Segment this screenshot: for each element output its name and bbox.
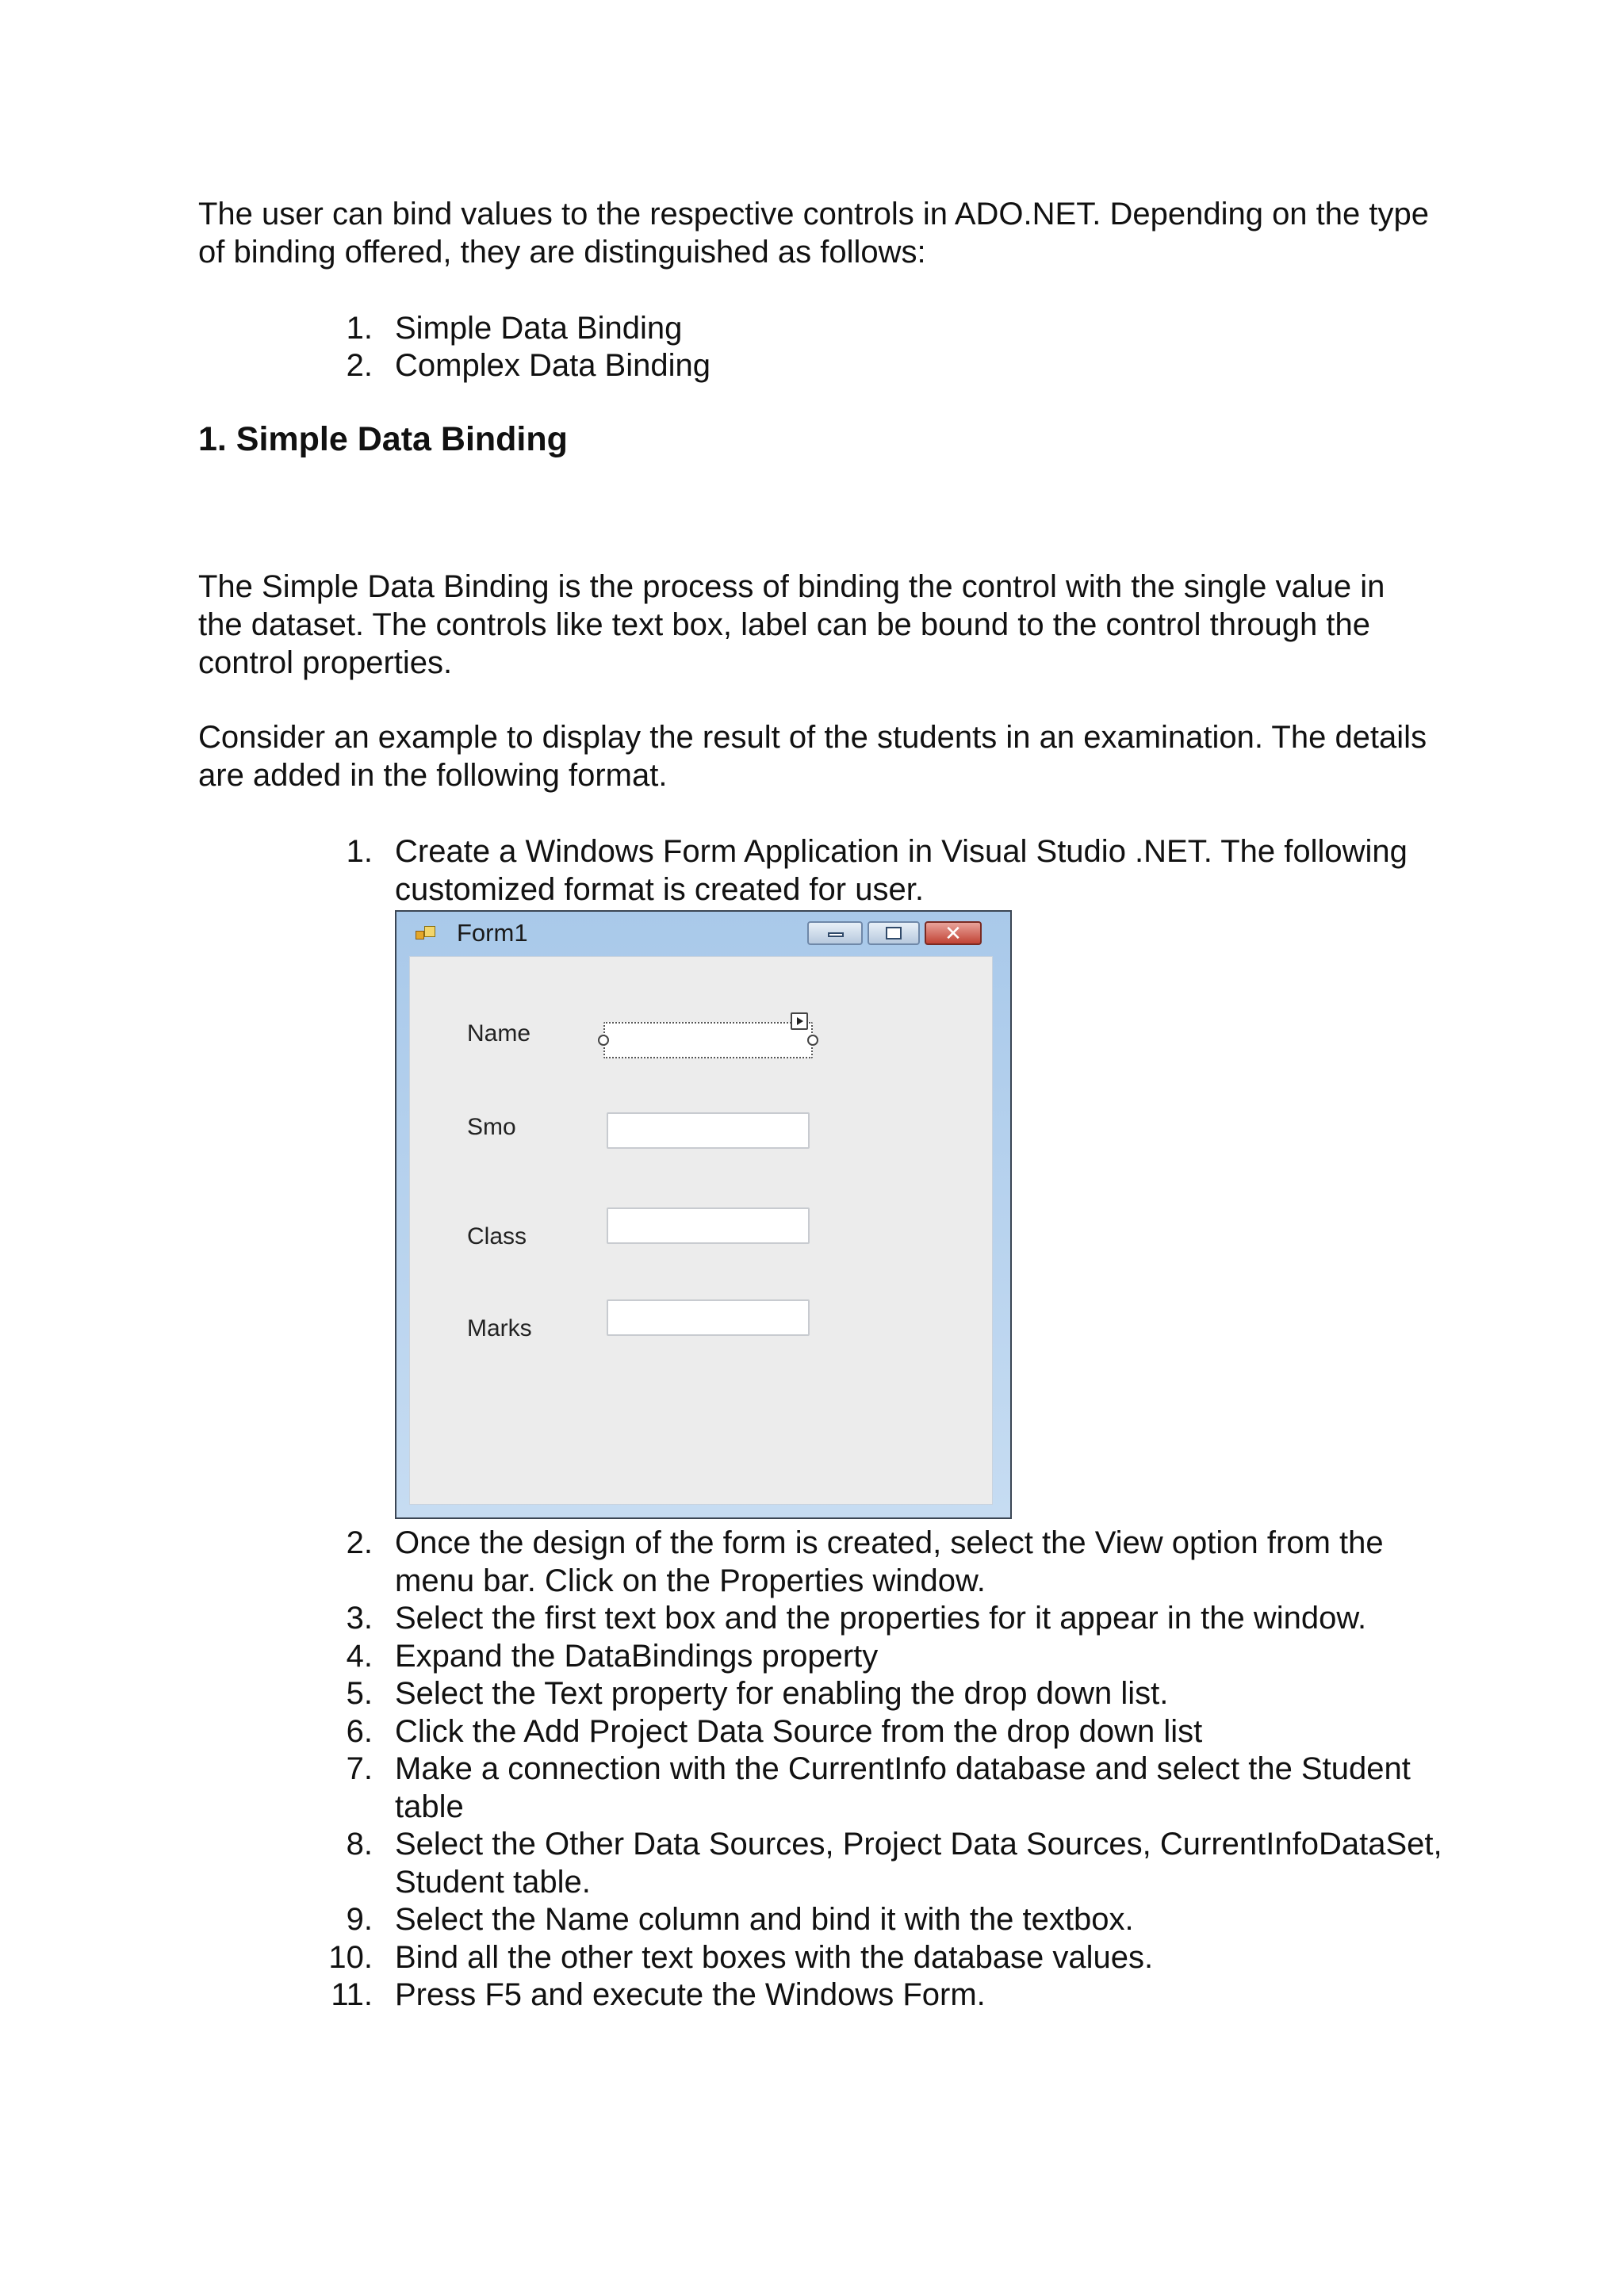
list-text: Create a Windows Form Application in Visual Studio .NET. The following customized format is created for user. (395, 834, 1408, 907)
list-number: 1. (346, 834, 373, 869)
list-text: Expand the DataBindings property (395, 1639, 879, 1674)
list-text: Select the Other Data Sources, Project Data Sources, CurrentInfoDataSet, Student table. (395, 1827, 1442, 1900)
resize-handle-right[interactable] (807, 1035, 818, 1046)
list-text: Simple Data Binding (395, 311, 683, 346)
window-title: Form1 (457, 919, 528, 947)
smart-tag-icon[interactable] (791, 1012, 808, 1030)
form-app-icon (416, 926, 436, 942)
list-text: Complex Data Binding (395, 348, 710, 383)
list-number: 7. (346, 1751, 373, 1786)
maximize-icon (886, 927, 902, 939)
list-text: Press F5 and execute the Windows Form. (395, 1977, 986, 2012)
class-label: Class (467, 1223, 527, 1249)
list-text: Select the Name column and bind it with the textbox. (395, 1902, 1134, 1937)
list-number: 2. (346, 348, 373, 383)
list-number: 6. (346, 1714, 373, 1749)
close-button[interactable] (925, 921, 982, 945)
minimize-icon (828, 932, 844, 937)
list-text: Select the Text property for enabling the drop down list. (395, 1676, 1169, 1711)
title-bar (396, 912, 1010, 953)
form-client-area (409, 956, 993, 1505)
class-textbox[interactable] (607, 1207, 810, 1244)
list-number: 2. (346, 1525, 373, 1560)
example-paragraph: Consider an example to display the result of the students in an examination. The details are added in the following format. (198, 720, 1427, 793)
list-number: 10. (328, 1940, 373, 1975)
list-text: Once the design of the form is created, select the View option from the menu bar. Click on the Properties window. (395, 1525, 1384, 1598)
intro-paragraph: The user can bind values to the respective controls in ADO.NET. Depending on the type of binding offered, they are distinguished as follows: (198, 197, 1429, 270)
list-number: 8. (346, 1827, 373, 1862)
list-text: Make a connection with the CurrentInfo database and select the Student table (395, 1751, 1411, 1824)
section-heading: 1. Simple Data Binding (198, 420, 568, 458)
smo-label: Smo (467, 1114, 516, 1140)
resize-handle-left[interactable] (598, 1035, 609, 1046)
minimize-button[interactable] (807, 921, 863, 945)
list-text: Bind all the other text boxes with the database values. (395, 1940, 1154, 1975)
list-text: Click the Add Project Data Source from the drop down list (395, 1714, 1203, 1749)
marks-label: Marks (467, 1315, 532, 1341)
maximize-button[interactable] (868, 921, 920, 945)
smo-textbox[interactable] (607, 1112, 810, 1149)
list-number: 11. (331, 1977, 373, 2012)
form-window-screenshot (395, 910, 1012, 1519)
list-number: 9. (346, 1902, 373, 1937)
name-textbox[interactable] (603, 1022, 813, 1058)
name-label: Name (467, 1020, 531, 1047)
list-text: Select the first text box and the properties for it appear in the window. (395, 1601, 1367, 1636)
list-number: 5. (346, 1676, 373, 1711)
list-number: 3. (346, 1601, 373, 1636)
description-paragraph: The Simple Data Binding is the process of binding the control with the single value in the dataset. The controls like text box, label can be bound to the control through the control properties. (198, 569, 1385, 680)
close-icon: ✕ (944, 921, 962, 945)
marks-textbox[interactable] (607, 1299, 810, 1336)
list-number: 4. (346, 1639, 373, 1674)
list-number: 1. (346, 311, 373, 346)
